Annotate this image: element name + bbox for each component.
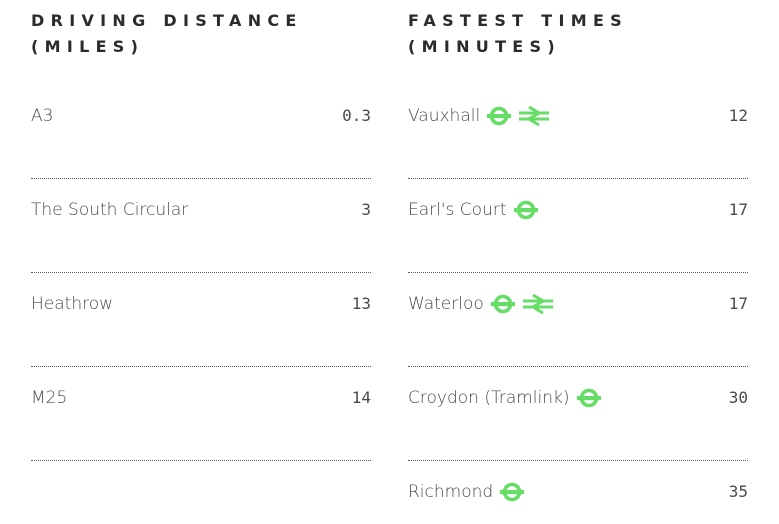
national-rail-icon [518,106,550,126]
dotted-divider [31,272,371,273]
times-row [408,376,748,470]
times-row-label-group [408,470,525,514]
dotted-divider [408,272,748,273]
underground-roundel-icon [486,106,512,126]
underground-roundel-icon [499,482,525,502]
times-row-label-group [408,376,602,420]
times-row-value: 35 [728,482,748,501]
times-row-value: 17 [728,294,748,313]
underground-roundel-icon [513,200,539,220]
times-heading-line2: (MINUTES) [408,37,561,56]
driving-row-label: M25 [31,388,68,408]
station-name: Vauxhall [408,106,481,126]
times-row-value: 30 [728,388,748,407]
driving-row [31,188,371,282]
driving-heading-line1: DRIVING DISTANCE [31,11,303,30]
driving-row-label: The South Circular [31,200,189,220]
times-row [408,188,748,282]
dotted-divider [408,178,748,179]
station-name: Waterloo [408,294,484,314]
times-row [408,282,748,376]
national-rail-icon [522,294,554,314]
station-name: Croydon (Tramlink) [408,388,570,408]
underground-roundel-icon [490,294,516,314]
dotted-divider [31,460,371,461]
times-row-label-group [408,188,539,232]
driving-row [31,94,371,188]
times-heading-line1: FASTEST TIMES [408,11,628,30]
times-row-value: 12 [728,106,748,125]
driving-row-value: 14 [351,388,371,407]
fastest-times-heading [408,8,628,60]
driving-row-value: 13 [351,294,371,313]
dotted-divider [408,366,748,367]
driving-heading-line2: (MILES) [31,37,145,56]
times-row-label-group [408,94,550,138]
dotted-divider [31,178,371,179]
driving-row-label: A3 [31,106,54,126]
dotted-divider [408,460,748,461]
times-row-label-group [408,282,554,326]
times-row [408,94,748,188]
dotted-divider [31,366,371,367]
driving-row [31,282,371,376]
driving-row-label: Heathrow [31,294,114,314]
driving-distance-heading [31,8,303,60]
times-row-value: 17 [728,200,748,219]
driving-row [31,376,371,470]
underground-roundel-icon [576,388,602,408]
times-row [408,470,748,514]
driving-row-value: 0.3 [342,106,371,125]
station-name: Richmond [408,482,494,502]
driving-row-value: 3 [361,200,371,219]
station-name: Earl's Court [408,200,507,220]
